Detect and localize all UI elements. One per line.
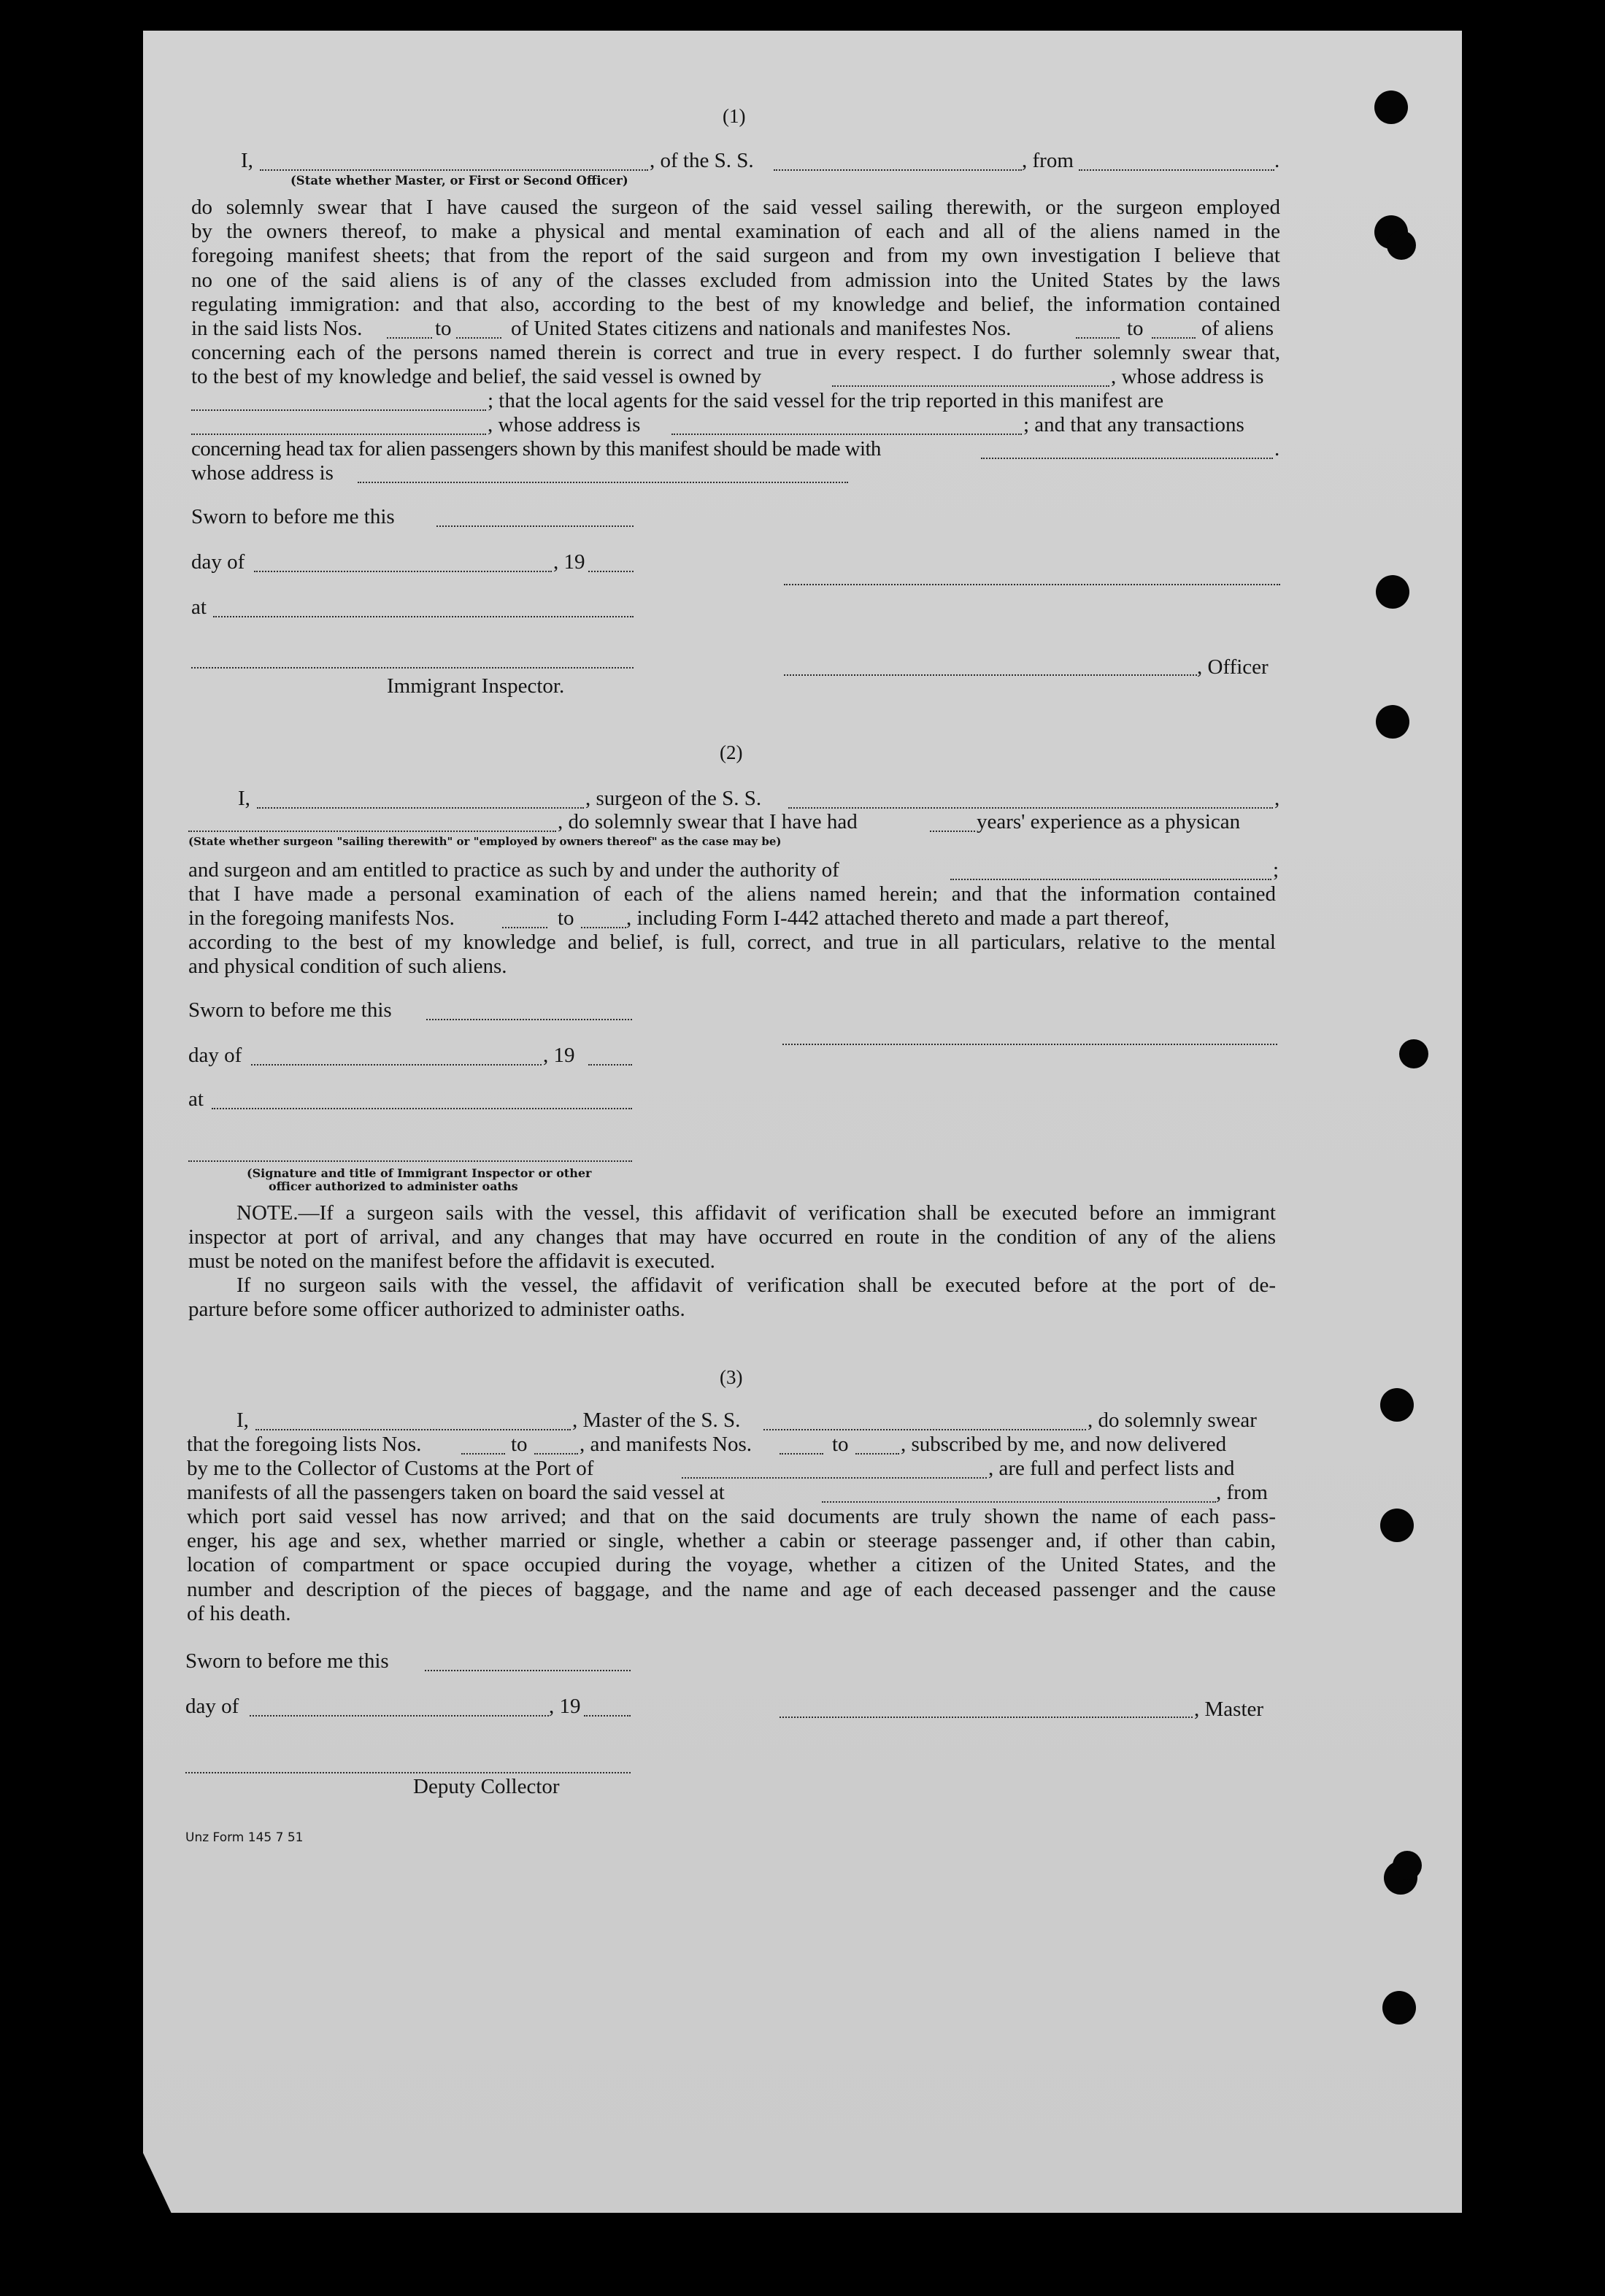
signature-caption: officer authorized to administer oaths bbox=[269, 1179, 518, 1193]
paragraph-line: number and description of the pieces of baggage, and the name and age of each deceased passenger and the cause bbox=[187, 1577, 1276, 1601]
paragraph-line: enger, his age and sex, whether married or single, whether a cabin or steerage passenger and, if other than cabin, bbox=[187, 1529, 1276, 1553]
blank-list-to[interactable] bbox=[456, 337, 501, 339]
s3-line2-label: , and manifests Nos. bbox=[580, 1433, 752, 1456]
section-number: (3) bbox=[720, 1366, 743, 1388]
section-number: (1) bbox=[723, 105, 746, 127]
s1-line13-label: whose address is bbox=[191, 461, 334, 485]
binder-hole bbox=[1382, 1991, 1416, 2025]
blank-vessel-field[interactable] bbox=[788, 807, 1273, 809]
blank-sworn-day[interactable] bbox=[425, 1670, 631, 1671]
s1-line9-label: to the best of my knowledge and belief, the said vessel is owned by bbox=[191, 365, 762, 388]
inspector-signature-line[interactable] bbox=[188, 1160, 632, 1162]
s1-line7-label: to bbox=[435, 317, 452, 340]
blank-embark-port[interactable] bbox=[822, 1501, 1216, 1503]
signature-line[interactable] bbox=[784, 584, 1280, 585]
blank-year[interactable] bbox=[588, 1064, 632, 1066]
day-of-label: day of bbox=[188, 1044, 242, 1067]
blank-manifest-to[interactable] bbox=[1152, 337, 1196, 339]
binder-hole bbox=[1380, 1509, 1414, 1542]
binder-hole bbox=[1393, 1851, 1422, 1880]
officer-signature-line[interactable] bbox=[784, 674, 1197, 676]
s1-line1-label: , from bbox=[1022, 149, 1074, 172]
officer-caption: , Officer bbox=[1197, 655, 1269, 679]
note-line: inspector at port of arrival, and any changes that may have occurred en route in the condition of any of the aliens bbox=[188, 1225, 1276, 1249]
signature-caption: (Signature and title of Immigrant Inspector or other bbox=[247, 1166, 592, 1180]
binder-hole bbox=[1374, 90, 1408, 124]
s2-line1-label: , surgeon of the S. S. bbox=[585, 787, 762, 810]
day-of-label: day of bbox=[185, 1695, 239, 1718]
s3-line1-label: , do solemnly swear bbox=[1088, 1409, 1257, 1432]
paragraph-line: location of compartment or space occupied during the voyage, whether a citizen of the United States, and the bbox=[187, 1553, 1276, 1577]
day-of-label: day of bbox=[191, 550, 245, 574]
deputy-signature-line[interactable] bbox=[185, 1772, 631, 1773]
sworn-label: Sworn to before me this bbox=[188, 998, 392, 1022]
s2-line5-label: , including Form I-442 attached thereto and made a part thereof, bbox=[626, 906, 1170, 930]
s3-line4-label: , from bbox=[1216, 1481, 1268, 1504]
folded-corner bbox=[143, 2153, 172, 2215]
blank-manifest-from[interactable] bbox=[1076, 337, 1120, 339]
s3-line2-label: that the foregoing lists Nos. bbox=[187, 1433, 422, 1456]
s1-line11-label: ; and that any transactions bbox=[1023, 413, 1244, 436]
blank-list-from[interactable] bbox=[461, 1453, 505, 1455]
blank-month[interactable] bbox=[251, 1064, 542, 1066]
blank-sworn-day[interactable] bbox=[426, 1019, 632, 1020]
binder-hole bbox=[1376, 705, 1409, 739]
s1-line11-label: , whose address is bbox=[488, 413, 641, 436]
field-instruction: (State whether surgeon "sailing therewith" or "employed by owners thereof" as the case may be) bbox=[188, 835, 782, 848]
note-line: must be noted on the manifest before the affidavit is executed. bbox=[188, 1249, 715, 1273]
blank-sworn-day[interactable] bbox=[436, 525, 634, 527]
inspector-caption: Immigrant Inspector. bbox=[387, 674, 565, 698]
blank-year[interactable] bbox=[584, 1715, 631, 1717]
s2-line5-label: to bbox=[558, 906, 574, 930]
blank-month[interactable] bbox=[250, 1715, 549, 1717]
s1-line10-label: ; that the local agents for the said vessel for the trip reported in this manifest are bbox=[488, 389, 1164, 412]
paragraph-line: by the owners thereof, to make a physical and mental examination of each and all of the aliens named in the bbox=[191, 220, 1280, 244]
s3-line2-label: to bbox=[832, 1433, 849, 1456]
s1-line1-label: I, bbox=[241, 149, 253, 172]
s3-line3-label: by me to the Collector of Customs at the Port of bbox=[187, 1457, 594, 1480]
field-instruction: (State whether Master, or First or Second Officer) bbox=[290, 174, 628, 188]
s2-line1-label: I, bbox=[238, 787, 250, 810]
blank-years[interactable] bbox=[930, 831, 975, 832]
blank-vessel-field[interactable] bbox=[774, 169, 1022, 171]
blank-port-field[interactable] bbox=[1079, 169, 1274, 171]
blank-master-name[interactable] bbox=[255, 1429, 571, 1430]
section-number: (2) bbox=[720, 741, 743, 763]
year-label: , 19 bbox=[553, 550, 585, 574]
s1-line1-label: , of the S. S. bbox=[650, 149, 754, 172]
binder-hole bbox=[1399, 1039, 1428, 1068]
signature-line[interactable] bbox=[782, 1044, 1277, 1045]
blank-list-to[interactable] bbox=[534, 1453, 578, 1455]
s1-line9-label: , whose address is bbox=[1111, 365, 1264, 388]
at-label: at bbox=[191, 596, 207, 619]
s2-line2-label: years' experience as a physican bbox=[977, 810, 1241, 833]
binder-hole bbox=[1387, 231, 1416, 260]
note-line: NOTE.—If a surgeon sails with the vessel, this affidavit of verification shall be executed before an immigrant bbox=[236, 1201, 1276, 1225]
blank-officer-field[interactable] bbox=[260, 169, 648, 171]
paragraph-line: do solemnly swear that I have caused the surgeon of the said vessel sailing therewith, or the surgeon employed bbox=[191, 196, 1280, 219]
s3-line1-label: , Master of the S. S. bbox=[572, 1409, 741, 1432]
blank-port-field[interactable] bbox=[682, 1477, 987, 1479]
year-label: , 19 bbox=[543, 1044, 575, 1067]
s1-line7-label: to bbox=[1127, 317, 1144, 340]
blank-manifest-from[interactable] bbox=[780, 1453, 823, 1455]
s2-line6: according to the best of my knowledge and belief, is full, correct, and true in all particulars, relative to the mental bbox=[188, 931, 1276, 954]
s2-line3-label: ; bbox=[1273, 858, 1279, 882]
s2-line5-label: in the foregoing manifests Nos. bbox=[188, 906, 455, 930]
blank-place[interactable] bbox=[213, 616, 634, 617]
s1-line7-label: of United States citizens and nationals and manifestes Nos. bbox=[511, 317, 1012, 340]
blank-headtax-field[interactable] bbox=[981, 458, 1273, 459]
sworn-label: Sworn to before me this bbox=[191, 505, 395, 528]
binder-hole bbox=[1376, 575, 1409, 609]
s1-line7-label: in the said lists Nos. bbox=[191, 317, 363, 340]
blank-surgeon-name[interactable] bbox=[257, 807, 584, 809]
blank-vessel-field[interactable] bbox=[763, 1429, 1086, 1430]
s1-line12-label: . bbox=[1274, 437, 1280, 461]
s1-line7-label: of aliens bbox=[1201, 317, 1274, 340]
blank-authority[interactable] bbox=[950, 879, 1271, 880]
paragraph-line: regulating immigration: and that also, according to the best of my knowledge and belief, the information contained bbox=[191, 292, 1280, 316]
blank-agents-field[interactable] bbox=[191, 434, 486, 435]
note-line: If no surgeon sails with the vessel, the affidavit of verification shall be executed before at the port of de- bbox=[236, 1274, 1276, 1297]
master-caption: , Master bbox=[1194, 1698, 1264, 1721]
blank-month[interactable] bbox=[254, 571, 552, 572]
deputy-caption: Deputy Collector bbox=[413, 1775, 560, 1798]
blank-manifest-from[interactable] bbox=[502, 927, 547, 928]
blank-manifest-to[interactable] bbox=[855, 1453, 899, 1455]
at-label: at bbox=[188, 1087, 204, 1111]
master-signature-line[interactable] bbox=[780, 1717, 1193, 1718]
s2-line2-label: , do solemnly swear that I have had bbox=[558, 810, 858, 833]
blank-surgeon-status[interactable] bbox=[188, 831, 556, 832]
s1-line8: concerning each of the persons named therein is correct and true in every respect. I do further solemnly swear that, bbox=[191, 341, 1280, 364]
note-line: parture before some officer authorized to administer oaths. bbox=[188, 1298, 685, 1321]
s1-paragraph bbox=[191, 196, 1280, 317]
blank-manifest-to[interactable] bbox=[581, 927, 626, 928]
s3-line2-label: , subscribed by me, and now delivered bbox=[901, 1433, 1227, 1456]
blank-year[interactable] bbox=[588, 571, 634, 572]
blank-owner-field[interactable] bbox=[832, 385, 1109, 387]
year-label: , 19 bbox=[549, 1695, 581, 1718]
s3-line4-label: manifests of all the passengers taken on board the said vessel at bbox=[187, 1481, 725, 1504]
paragraph-line: which port said vessel has now arrived; and that on the said documents are truly shown the name of each pass- bbox=[187, 1505, 1276, 1528]
s2-line4: that I have made a personal examination of each of the aliens named herein; and that the information contained bbox=[188, 882, 1276, 906]
s3-line1-label: I, bbox=[236, 1409, 249, 1432]
blank-headtax-address[interactable] bbox=[358, 482, 848, 483]
s1-line1-label: . bbox=[1274, 149, 1280, 172]
s3-line3-label: , are full and perfect lists and bbox=[988, 1457, 1235, 1480]
s3-line9: of his death. bbox=[187, 1602, 291, 1625]
s1-line12-label: concerning head tax for alien passengers shown by this manifest should be made with bbox=[191, 437, 881, 461]
blank-place[interactable] bbox=[212, 1108, 632, 1109]
paragraph-line: foregoing manifest sheets; that from the report of the said surgeon and from my own investigation I believe that bbox=[191, 244, 1280, 268]
paragraph-line: no one of the said aliens is of any of the classes excluded from admission into the United States by the laws bbox=[191, 268, 1280, 292]
inspector-signature-line[interactable] bbox=[191, 667, 634, 669]
binder-hole bbox=[1380, 1388, 1414, 1422]
s3-line2-label: to bbox=[511, 1433, 528, 1456]
blank-agents-address[interactable] bbox=[671, 434, 1022, 435]
s2-line3-label: and surgeon and am entitled to practice as such by and under the authority of bbox=[188, 858, 839, 882]
s2-line7: and physical condition of such aliens. bbox=[188, 955, 507, 978]
s3-paragraph bbox=[187, 1505, 1276, 1602]
s2-line1-label: , bbox=[1274, 787, 1280, 810]
blank-list-from[interactable] bbox=[387, 337, 432, 339]
blank-owner-address[interactable] bbox=[191, 409, 486, 411]
form-number: Unz Form 145 7 51 bbox=[185, 1830, 304, 1845]
sworn-label: Sworn to before me this bbox=[185, 1649, 389, 1673]
